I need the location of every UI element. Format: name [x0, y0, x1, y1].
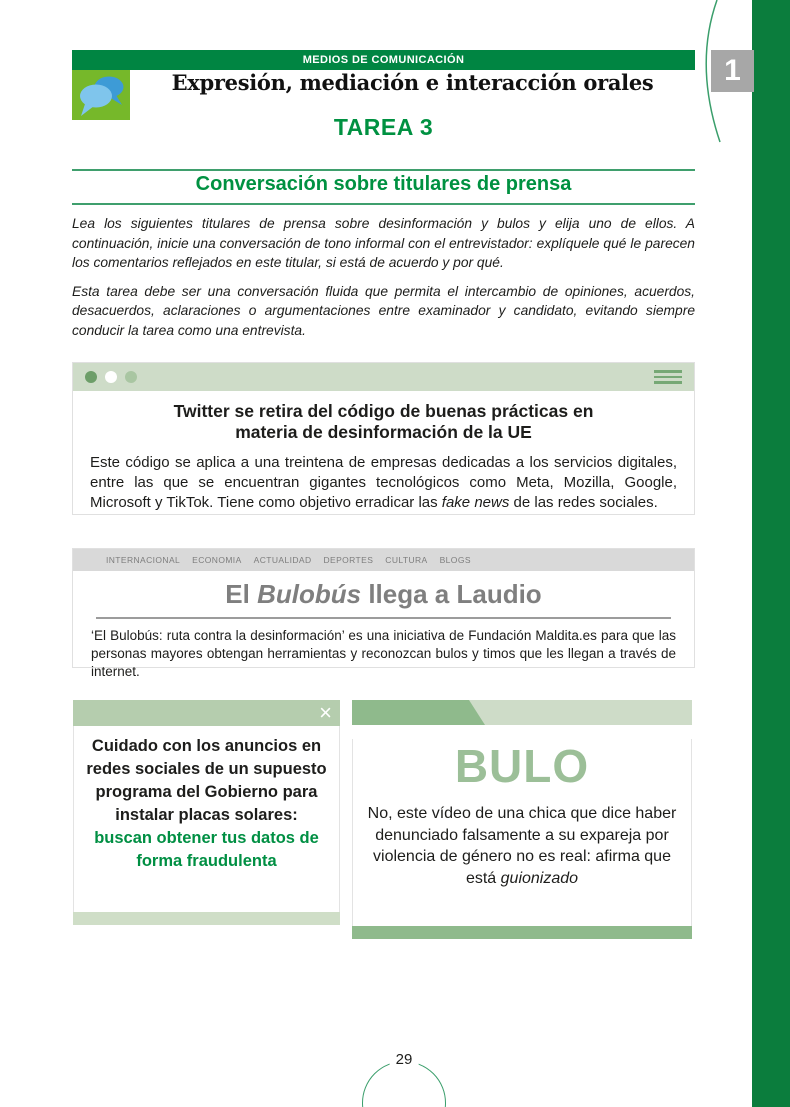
headline-text: llega a Laudio — [361, 579, 542, 609]
newspaper-body: ‘El Bulobús: ruta contra la desinformación’ es una iniciativa de Fundación Maldita.es para que las personas mayores obtengan herramientas y reconozcan bulos y timos que les llegan a través de internet. — [91, 628, 676, 679]
warning-popup-header — [73, 700, 340, 726]
browser-titlebar — [73, 363, 694, 391]
bulo-text — [360, 803, 684, 889]
kicker-bar: MEDIOS DE COMUNICACIÓN — [72, 50, 695, 70]
news-body-text: Este código se aplica a una treintena de empresas dedicadas a los servicios digitales, entre las que se encuentran gigantes tecnológicos como Meta, Mozilla, Google, Microsoft y TikTok. Tiene como objetivo erradicar las — [90, 454, 677, 511]
side-band — [752, 0, 790, 1107]
warning-popup-footer — [73, 912, 340, 925]
headline-text: El — [225, 579, 258, 609]
warning-text-green: buscan obtener tus datos de forma fraudulenta — [94, 829, 319, 870]
news-headline: Twitter se retira del código de buenas prácticas en materia de desinformación de la UE — [173, 401, 594, 442]
news-body-text: de las redes sociales. — [509, 494, 658, 511]
bulo-card-body — [352, 739, 692, 926]
bulo-title: BULO — [454, 740, 590, 792]
warning-popup-card — [73, 700, 340, 925]
nav-item-deportes[interactable]: DEPORTES — [323, 555, 374, 565]
bulo-card-header — [352, 700, 692, 725]
instruction-paragraph: Esta tarea debe ser una conversación fluida que permita el intercambio de opiniones, acuerdos, desacuerdos, aclaraciones o argumentaciones entre examinador y candidato, evitando siempre conducir la tarea como una entrevista. — [72, 283, 695, 338]
window-dot-icon[interactable] — [85, 371, 97, 383]
bulo-text-main: No, este vídeo de una chica que dice haber denunciado falsamente a su expareja por violencia de género no es real: afirma que está — [367, 805, 677, 887]
bulo-card — [352, 700, 692, 925]
close-icon[interactable]: × — [319, 700, 332, 725]
headline-divider — [96, 617, 671, 619]
nav-item-internacional[interactable]: INTERNACIONAL — [106, 555, 181, 565]
section-title: Conversación sobre titulares de prensa — [195, 173, 572, 195]
newspaper-mockup-card — [72, 548, 695, 679]
news-body-italic: fake news — [441, 494, 510, 511]
news-body — [90, 453, 677, 513]
nav-item-actualidad[interactable]: ACTUALIDAD — [253, 555, 312, 565]
browser-mockup-card — [72, 362, 695, 515]
page-number: 29 — [390, 1051, 419, 1068]
nav-item-blogs[interactable]: BLOGS — [439, 555, 471, 565]
unit-number-tab: 1 — [711, 50, 754, 92]
instruction-paragraph: Lea los siguientes titulares de prensa sobre desinformación y bulos y elija uno de ellos. A continuación, inicie una conversación de tono informal con el entrevistador: explíquele qué le parecen los comentarios reflejados en este titular, si está de acuerdo y por qué. — [72, 216, 695, 270]
bulo-card-footer — [352, 926, 692, 939]
warning-popup-text — [73, 726, 340, 912]
window-dot-icon[interactable] — [125, 371, 137, 383]
bulo-header-tab — [352, 700, 485, 725]
nav-item-cultura[interactable]: CULTURA — [385, 555, 428, 565]
bulo-text-italic: guionizado — [500, 869, 579, 887]
section-rule-bottom — [72, 203, 695, 205]
nav-item-economia[interactable]: ECONOMIA — [192, 555, 242, 565]
window-dot-icon[interactable] — [105, 371, 117, 383]
task-title: TAREA 3 — [333, 114, 434, 140]
headline-italic: Bulobús — [257, 579, 362, 609]
page-subtitle: Expresión, mediación e interacción orales — [171, 70, 654, 95]
warning-text-black: Cuidado con los anuncios en redes sociales de un supuesto programa del Gobierno para instalar placas solares: — [86, 737, 327, 824]
task-instructions — [72, 214, 695, 340]
newspaper-headline — [73, 579, 694, 610]
hamburger-menu-icon[interactable] — [654, 370, 682, 384]
section-rule-top — [72, 169, 695, 171]
newspaper-nav — [73, 549, 694, 571]
